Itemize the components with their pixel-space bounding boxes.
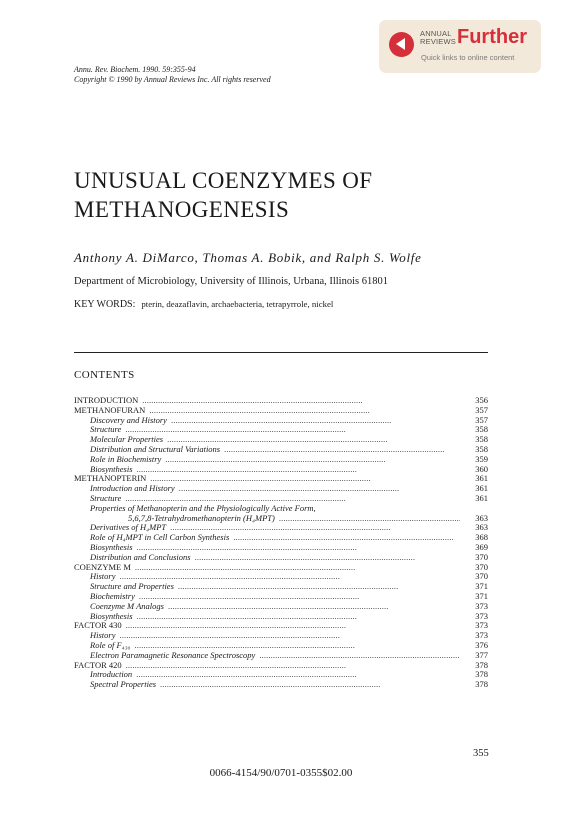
toc-entry-page: 373 (475, 620, 488, 631)
badge-reviews-text: REVIEWS (420, 37, 456, 46)
footer-code: 0066-4154/90/0701-0355$02.00 (209, 767, 353, 779)
toc-entry-label: Role of H₄MPT in Cell Carbon Synthesis (90, 532, 230, 543)
toc-entry-label: FACTOR 430 (74, 620, 122, 631)
toc-entry-label: Biochemistry (90, 590, 135, 601)
toc-entry-label: History (90, 630, 116, 641)
toc-entry-page: 357 (475, 414, 488, 425)
toc-entry-page: 360 (475, 463, 488, 474)
toc-entry (74, 651, 488, 661)
toc-leader-dots (149, 406, 460, 416)
section-divider (74, 352, 488, 353)
toc-entry-page: 361 (475, 483, 488, 494)
citation-copyright: Copyright © 1990 by Annual Reviews Inc. All rights reserved (74, 75, 271, 84)
toc-entry-page: 361 (475, 473, 488, 484)
toc-entry-label: Structure and Properties (90, 581, 174, 592)
toc-entry-label: METHANOPTERIN (74, 473, 147, 484)
toc-leader-dots (142, 396, 460, 406)
toc-entry-page: 370 (475, 551, 488, 562)
toc-entry-page: 363 (475, 512, 488, 523)
toc-entry-label: COENZYME M (74, 561, 131, 572)
toc-entry-page: 376 (475, 639, 488, 650)
toc-leader-dots (178, 582, 460, 592)
toc-entry-label: Biosynthesis (90, 541, 133, 552)
toc-entry-label: Introduction (90, 669, 133, 680)
toc-entry-page: 358 (475, 443, 488, 454)
badge-publisher (420, 30, 456, 46)
toc-entry-label: Molecular Properties (90, 434, 164, 445)
toc-leader-dots (279, 514, 460, 524)
arrow-left-icon (389, 32, 414, 57)
toc-entry-page: 378 (475, 679, 488, 690)
toc-leader-dots (195, 553, 460, 563)
toc-entry-page: 358 (475, 424, 488, 435)
toc-entry-label: Coenzyme M Analogs (90, 600, 164, 611)
toc-leader-dots (168, 602, 460, 612)
toc-entry-label: Spectral Properties (90, 679, 157, 690)
toc-entry-label: Introduction and History (90, 483, 175, 494)
toc-leader-dots (139, 592, 460, 602)
toc-entry-label: Structure (90, 424, 122, 435)
toc-entry-label: FACTOR 420 (74, 659, 122, 670)
toc-entry (74, 533, 488, 543)
citation-journal: Annu. Rev. Biochem. 1990. 59:355-94 (74, 65, 196, 74)
toc-leader-dots (171, 416, 460, 426)
toc-entry (74, 680, 488, 690)
toc-entry (74, 612, 488, 622)
toc-leader-dots (136, 670, 460, 680)
toc-leader-dots (137, 612, 461, 622)
toc-entry-page: 373 (475, 630, 488, 641)
table-of-contents (74, 396, 488, 690)
keywords-label: KEY WORDS: (74, 299, 136, 310)
toc-entry-label: Biosynthesis (90, 610, 133, 621)
authors: Anthony A. DiMarco, Thomas A. Bobik, and Ralph S. Wolfe (74, 250, 422, 265)
toc-leader-dots (259, 651, 460, 661)
further-links-badge[interactable] (379, 20, 541, 73)
toc-entry-label: Role in Biochemistry (90, 453, 162, 464)
toc-entry (74, 553, 488, 563)
toc-entry-label: Distribution and Structural Variations (90, 443, 221, 454)
toc-entry-page: 369 (475, 541, 488, 552)
toc-entry-label: METHANOFURAN (74, 404, 146, 415)
toc-leader-dots (137, 465, 461, 475)
toc-entry-label: History (90, 571, 116, 582)
badge-further-text: Further (457, 26, 527, 48)
toc-entry (74, 661, 488, 671)
citation (74, 65, 271, 85)
contents-heading: CONTENTS (74, 369, 135, 381)
keywords-text: pterin, deazaflavin, archaebacteria, tetrapyrrole, nickel (141, 299, 334, 309)
toc-entry-page: 363 (475, 522, 488, 533)
toc-entry-label: Electron Paramagnetic Resonance Spectroscopy (90, 649, 256, 660)
toc-leader-dots (126, 621, 460, 631)
toc-leader-dots (150, 474, 460, 484)
toc-entry-page: 356 (475, 395, 488, 405)
toc-entry (74, 416, 488, 426)
toc-entry-page: 361 (475, 492, 488, 503)
toc-entry (74, 582, 488, 592)
toc-entry-label: Biosynthesis (90, 463, 133, 474)
toc-entry-page: 377 (475, 649, 488, 660)
title-line-2: METHANOGENESIS (74, 197, 290, 222)
keywords (74, 299, 333, 310)
toc-entry-page: 371 (475, 590, 488, 601)
toc-entry-page: 359 (475, 453, 488, 464)
toc-entry (74, 484, 488, 494)
toc-entry-label: Properties of Methanopterin and the Physiologically Active Form, (90, 502, 316, 513)
toc-entry-label: 5,6,7,8-Tetrahydromethanopterin (H₄MPT) (128, 512, 275, 523)
toc-entry-page: 378 (475, 659, 488, 670)
toc-entry (74, 455, 488, 465)
toc-entry-label: Distribution and Conclusions (90, 551, 191, 562)
toc-entry-page: 373 (475, 610, 488, 621)
toc-entry-page: 370 (475, 561, 488, 572)
toc-leader-dots (120, 631, 461, 641)
toc-entry-page: 370 (475, 571, 488, 582)
toc-entry-page: 357 (475, 404, 488, 415)
title-line-1: UNUSUAL COENZYMES OF (74, 168, 373, 193)
toc-leader-dots (125, 425, 460, 435)
toc-entry-label: Role of F₄₃₀ (90, 639, 131, 650)
toc-entry-label: Derivatives of H₄MPT (90, 522, 167, 533)
toc-entry-label: Discovery and History (90, 414, 167, 425)
toc-entry (74, 602, 488, 612)
badge-tagline: Quick links to online content (421, 53, 515, 62)
toc-entry-page: 371 (475, 581, 488, 592)
badge-annual-text: ANNUAL (420, 29, 452, 38)
toc-entry (74, 563, 488, 573)
toc-leader-dots (224, 445, 460, 455)
toc-entry-page: 373 (475, 600, 488, 611)
toc-entry-label: Structure (90, 492, 122, 503)
toc-entry-label: INTRODUCTION (74, 395, 139, 405)
toc-entry-page: 368 (475, 532, 488, 543)
toc-leader-dots (160, 680, 460, 690)
affiliation: Department of Microbiology, University of Illinois, Urbana, Illinois 61801 (74, 276, 388, 287)
toc-leader-dots (165, 455, 460, 465)
toc-entry-page: 358 (475, 434, 488, 445)
article-title (74, 166, 373, 224)
toc-entry (74, 631, 488, 641)
toc-leader-dots (135, 563, 460, 573)
page-number: 355 (473, 748, 489, 759)
toc-entry (74, 621, 488, 631)
toc-entry-page: 378 (475, 669, 488, 680)
toc-leader-dots (126, 661, 460, 671)
toc-leader-dots (233, 533, 460, 543)
toc-leader-dots (179, 484, 460, 494)
